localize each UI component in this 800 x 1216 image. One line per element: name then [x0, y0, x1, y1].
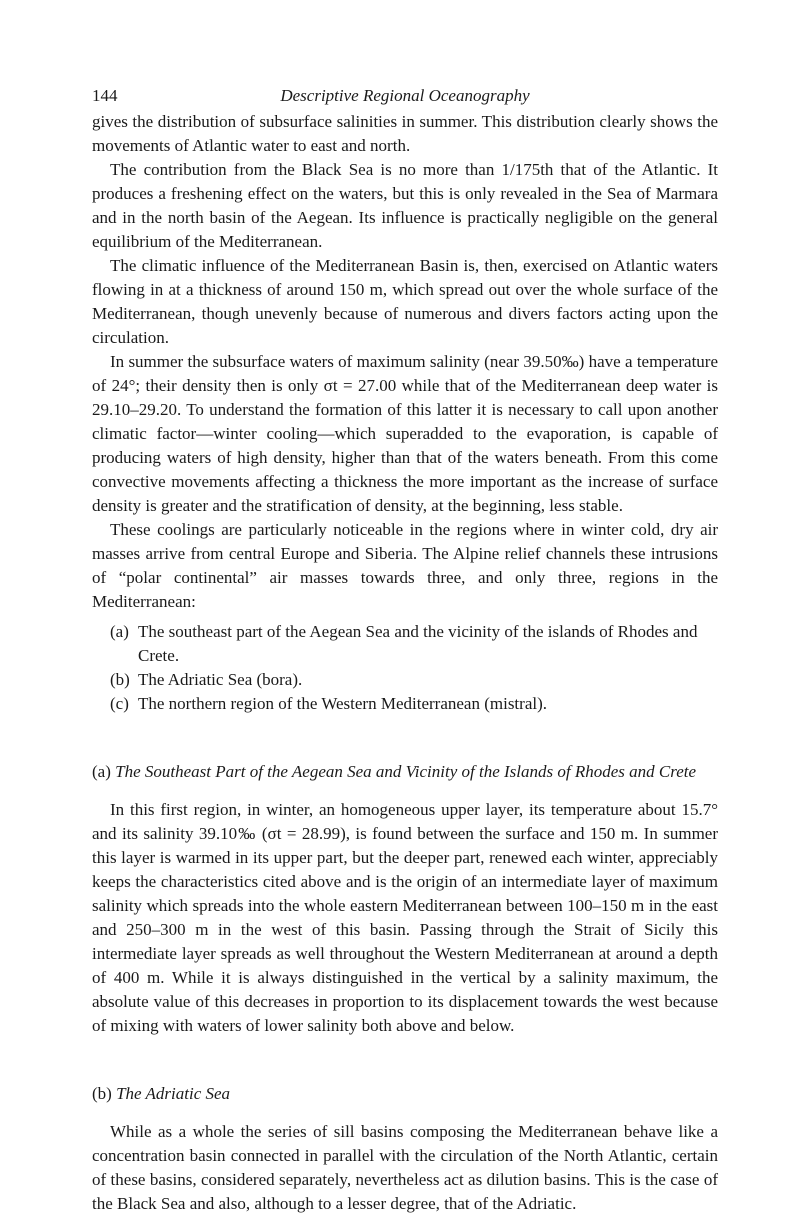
section-heading-b — [92, 1082, 718, 1106]
region-list — [110, 620, 718, 716]
page-number: 144 — [92, 86, 118, 105]
paragraph: The climatic influence of the Mediterranean Basin is, then, exercised on Atlantic waters flowing in at a thickness of around 150 m, which spread out over the whole surface of the Mediterranean, though unevenly because of numerous and divers factors acting upon the circulation. — [92, 256, 718, 347]
running-title: Descriptive Regional Oceanography — [280, 86, 530, 105]
list-item — [110, 668, 718, 692]
paragraph: These coolings are particularly noticeable in the regions where in winter cold, dry air masses arrive from central Europe and Siberia. The Alpine relief channels these intrusions of “polar continental” air masses towards three, and only three, regions in the Mediterranean: — [92, 520, 718, 611]
section-b-paragraph: While as a whole the series of sill basins composing the Mediterranean behave like a concentration basin connected in parallel with the circulation of the North Atlantic, certain of these basins, considered separately, nevertheless act as dilution basins. This is the case of the Black Sea and also, although to a lesser degree, that of the Adriatic. — [92, 1122, 718, 1213]
section-heading-a — [92, 760, 718, 784]
paragraph: The contribution from the Black Sea is no more than 1/175th that of the Atlantic. It produces a freshening effect on the waters, but this is only revealed in the Sea of Marmara and in the north basin of the Aegean. Its influence is practically negligible on the general equilibrium of the Mediterranean. — [92, 160, 718, 251]
section-title: The Southeast Part of the Aegean Sea and Vicinity of the Islands of Rhodes and Crete — [115, 762, 697, 781]
paragraph: gives the distribution of subsurface salinities in summer. This distribution clearly shows the movements of Atlantic water to east and north. — [92, 112, 718, 155]
list-item-text: The southeast part of the Aegean Sea and the vicinity of the islands of Rhodes and Crete. — [138, 622, 698, 665]
section-label: (b) — [92, 1084, 112, 1103]
paragraph: In summer the subsurface waters of maximum salinity (near 39.50‰) have a temperature of 24°; their density then is only σt = 27.00 while that of the Mediterranean deep water is 29.10–29.20. To understand the formation of this latter it is necessary to call upon another climatic factor—winter cooling—which superadded to the evaporation, is capable of producing waters of high density, higher than that of the waters beneath. From this come convective movements affecting a thickness the more important as the increase of surface density is greater and the stratification of density, at the beginning, less stable. — [92, 352, 718, 515]
list-item — [110, 692, 718, 716]
section-title: The Adriatic Sea — [116, 1084, 231, 1103]
list-item — [110, 620, 718, 668]
list-item-label: (a) — [110, 622, 129, 641]
book-page — [92, 84, 718, 1216]
page-header — [92, 84, 718, 108]
list-item-text: The northern region of the Western Mediterranean (mistral). — [138, 694, 547, 713]
list-item-label: (b) — [110, 670, 130, 689]
section-a-paragraph: In this first region, in winter, an homogeneous upper layer, its temperature about 15.7° and its salinity 39.10‰ (σt = 28.99), is found between the surface and 150 m. In summer this layer is warmed in its upper part, but the deeper part, renewed each winter, appreciably keeps the characteristics cited above and is the origin of an intermediate layer of maximum salinity which spreads into the whole eastern Mediterranean between 100–150 m in the east and 250–300 m in the west of this basin. Passing through the Strait of Sicily this intermediate layer spreads as well throughout the Western Mediterranean at around a depth of 400 m. While it is always distinguished in the vertical by a salinity maximum, the absolute value of this decreases in proportion to its displacement towards the west because of mixing with waters of lower salinity both above and below. — [92, 800, 718, 1035]
list-item-label: (c) — [110, 694, 129, 713]
section-label: (a) — [92, 762, 111, 781]
list-item-text: The Adriatic Sea (bora). — [138, 670, 303, 689]
